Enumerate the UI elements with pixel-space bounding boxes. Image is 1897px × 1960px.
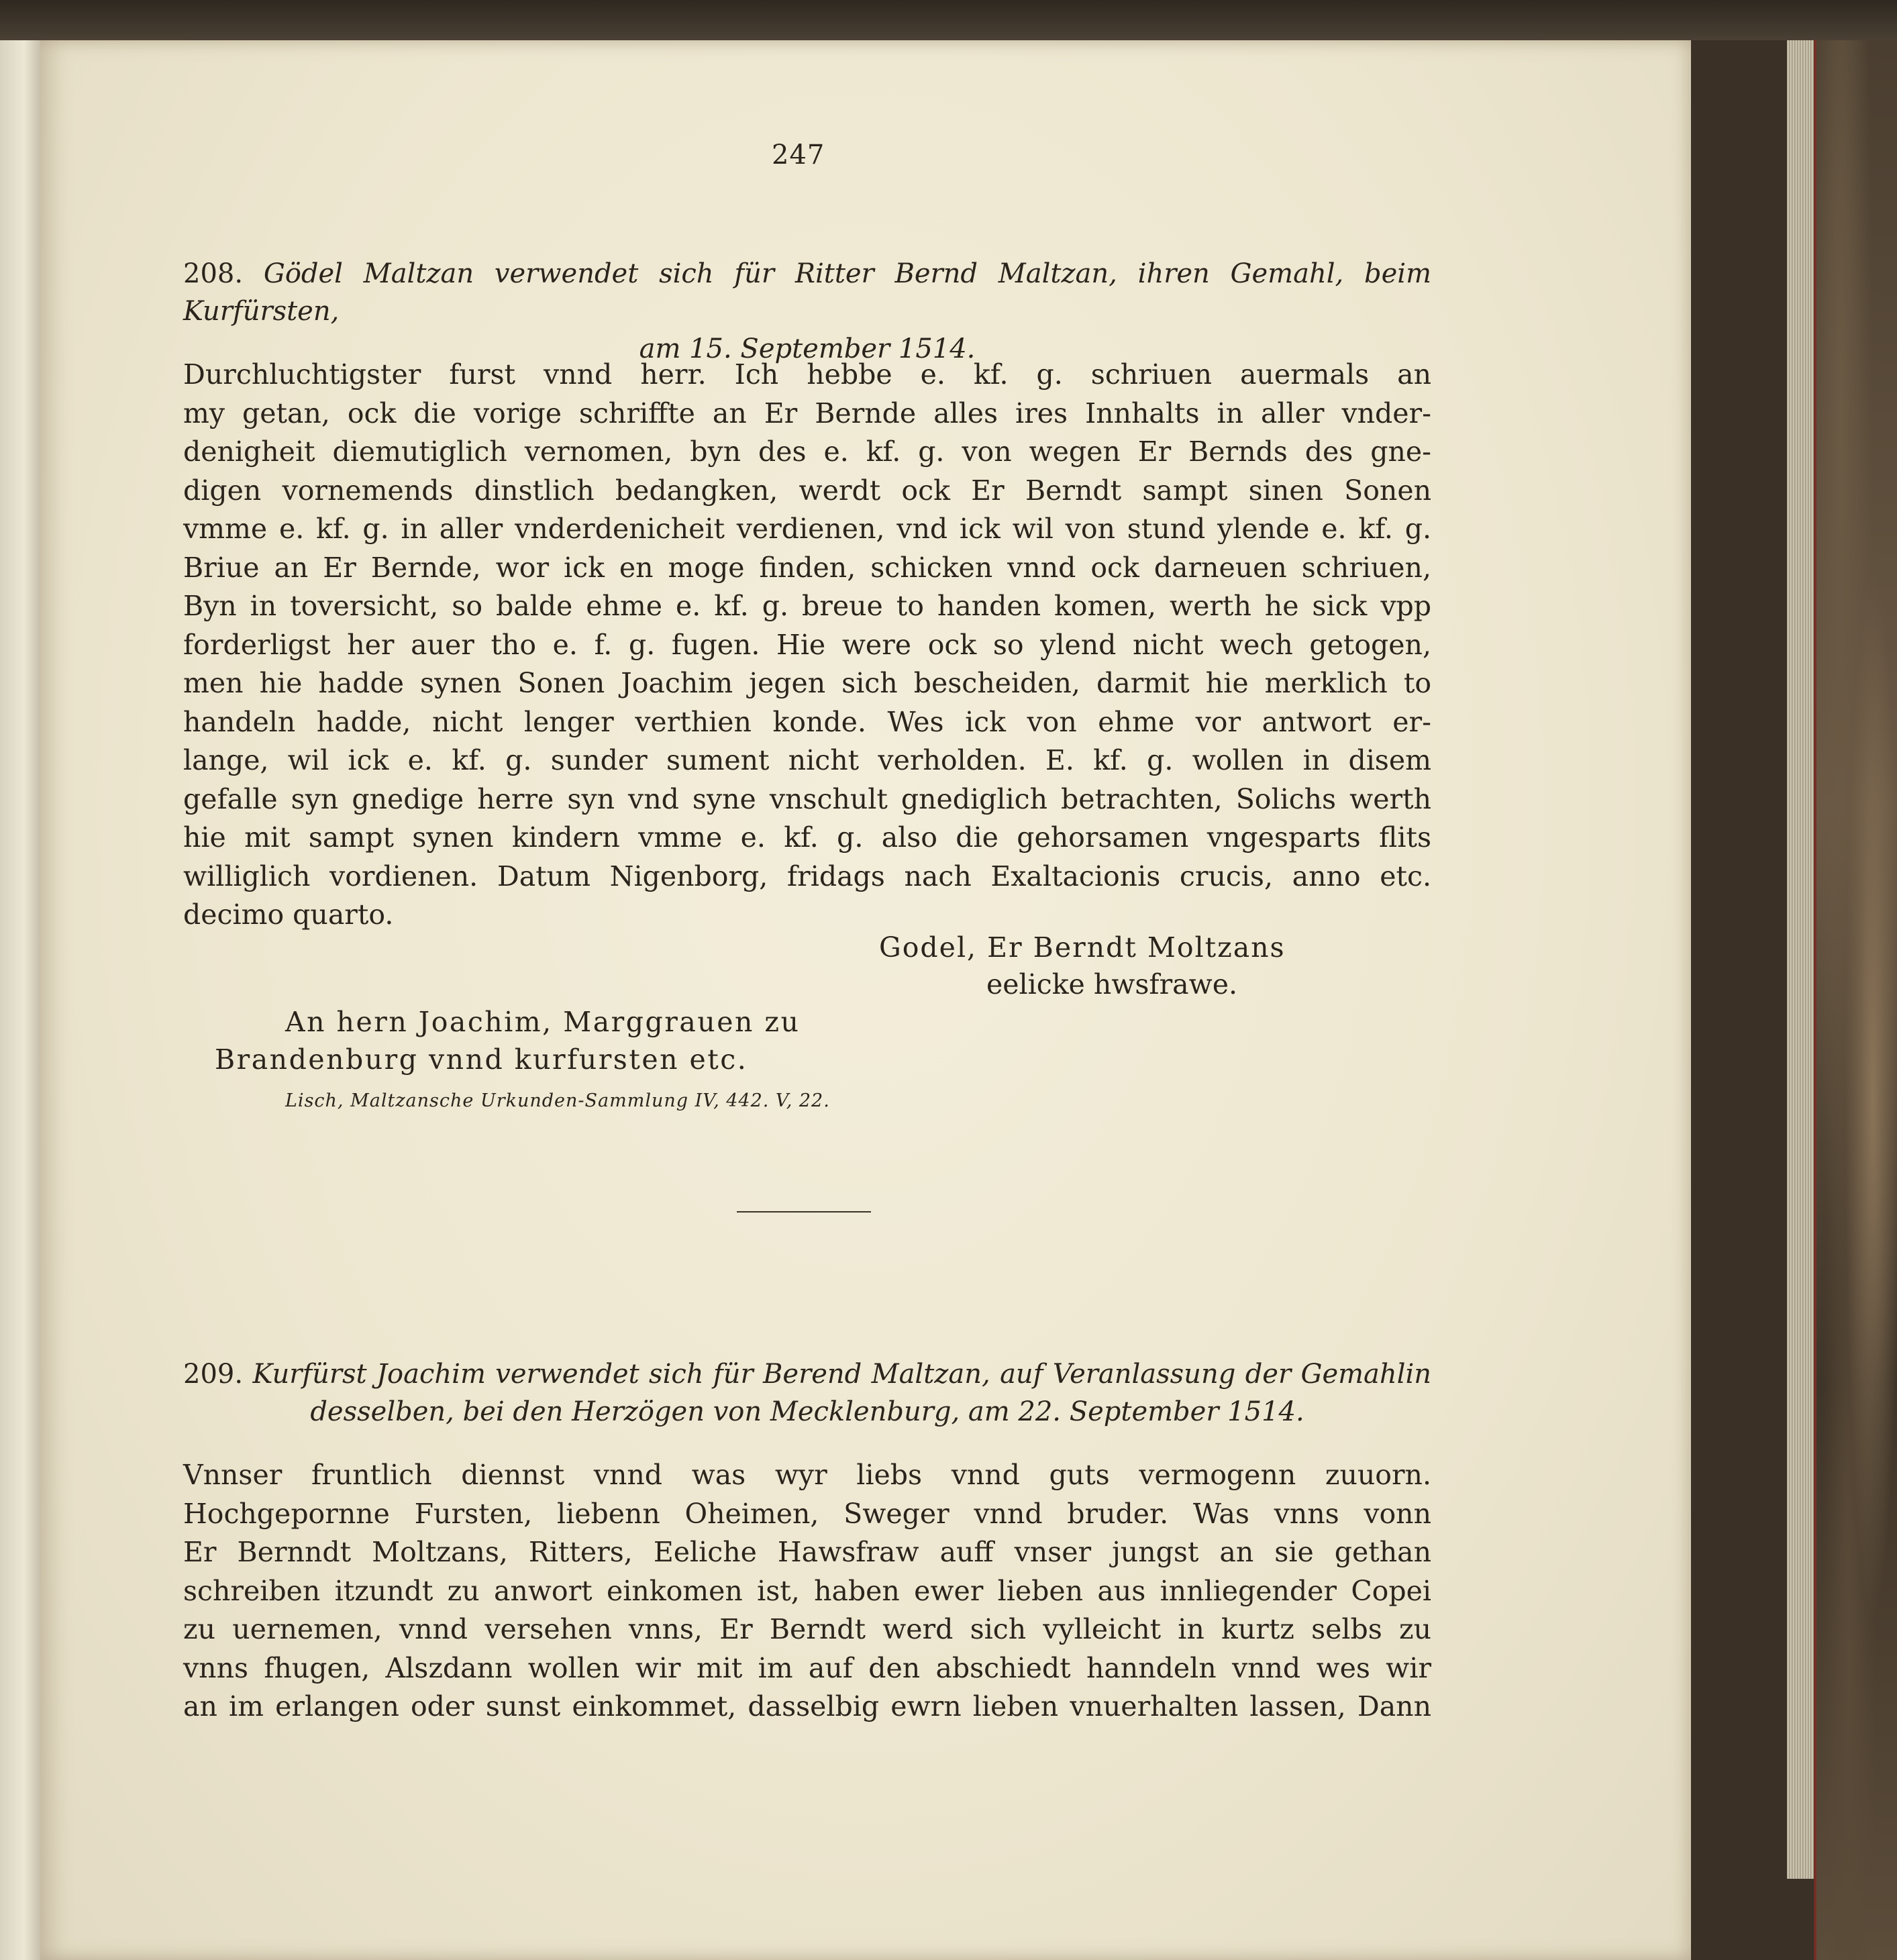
body-line: Durchluchtigster furst vnnd herr. Ich hebbe e. kf. g. schriuen auermals an: [183, 358, 1431, 391]
body-line: Vnnser fruntlich diennst vnnd was wyr liebs vnnd guts vermogenn zuuorn.: [183, 1459, 1431, 1491]
doc-209-heading-line2: desselben, bei den Herzögen von Mecklenburg, am 22. September 1514.: [310, 1396, 1304, 1427]
doc-208-number: 208.: [183, 258, 244, 289]
section-divider: [737, 1211, 871, 1213]
body-line: my getan, ock die vorige schriffte an Er Bernde alles ires Innhalts in aller vnder-: [183, 397, 1431, 429]
body-line: schreiben itzundt zu anwort einkomen ist, haben ewer lieben aus innliegender Copei: [183, 1574, 1431, 1607]
body-line: lange, wil ick e. kf. g. sunder sument nicht verholden. E. kf. g. wollen in disem: [183, 744, 1431, 776]
address-line1: An hern Joachim, Marggrauen zu: [285, 1006, 801, 1038]
body-line: Hochgepornne Fursten, liebenn Oheimen, Sweger vnnd bruder. Was vnns vonn: [183, 1497, 1431, 1530]
scan-top-band: [0, 0, 1897, 40]
body-line: Briue an Er Bernde, wor ick en moge finden, schicken vnnd ock darneuen schriuen,: [183, 551, 1431, 584]
body-line: forderligst her auer tho e. f. g. fugen. Hie were ock so ylend nicht wech getogen,: [183, 628, 1431, 661]
doc-208-source: Lisch, Maltzansche Urkunden-Sammlung IV, 442. V, 22.: [285, 1090, 830, 1111]
doc-208-address: [215, 1003, 872, 1078]
doc-209-body: [183, 1456, 1431, 1726]
doc-208-heading: [183, 255, 1431, 368]
page-number: 247: [772, 140, 825, 170]
body-line: decimo quarto.: [183, 898, 394, 931]
body-line: vmme e. kf. g. in aller vnderdenicheit verdienen, vnd ick wil von stund ylende e. kf. g.: [183, 513, 1431, 545]
doc-209-heading: [183, 1355, 1431, 1431]
body-line: denigheit diemutiglich vernomen, byn des e. kf. g. von wegen Er Bernds des gne-: [183, 435, 1431, 468]
body-line: handeln hadde, nicht lenger verthien konde. Wes ick von ehme vor antwort er-: [183, 705, 1431, 738]
doc-208-signature: [879, 929, 1349, 1003]
doc-208-body: [183, 356, 1431, 935]
signature-line1: Godel, Er Berndt Moltzans: [879, 931, 1286, 964]
body-line: digen vornemends dinstlich bedangken, werdt ock Er Berndt sampt sinen Sonen: [183, 474, 1431, 507]
left-page-edge: [0, 40, 40, 1960]
signature-line2: eelicke hwsfrawe.: [986, 968, 1238, 1000]
marbled-cover: [1816, 40, 1897, 1960]
body-line: Byn in toversicht, so balde ehme e. kf. g. breue to handen komen, werth he sick vpp: [183, 590, 1431, 622]
body-line: zu uernemen, vnnd versehen vnns, Er Berndt werd sich vylleicht in kurtz selbs zu: [183, 1613, 1431, 1645]
address-line2: Brandenburg vnnd kurfursten etc.: [215, 1043, 748, 1076]
doc-209-number: 209.: [183, 1359, 244, 1390]
doc-209-heading-line1: Kurfürst Joachim verwendet sich für Berend Maltzan, auf Veranlassung der Gemahlin: [252, 1359, 1431, 1390]
body-line: hie mit sampt synen kindern vmme e. kf. g. also die gehorsamen vngesparts flits: [183, 821, 1431, 854]
doc-208-heading-line2: am 15. September 1514.: [639, 333, 976, 364]
body-line: an im erlangen oder sunst einkommet, dasselbig ewrn lieben vnuerhalten lassen, Dann: [183, 1690, 1431, 1722]
body-line: Er Bernndt Moltzans, Ritters, Eeliche Hawsfraw auff vnser jungst an sie gethan: [183, 1536, 1431, 1568]
body-line: men hie hadde synen Sonen Joachim jegen sich bescheiden, darmit hie merklich to: [183, 667, 1431, 699]
body-line: gefalle syn gnedige herre syn vnd syne vnschult gnediglich betrachten, Solichs werth: [183, 782, 1431, 815]
body-line: vnns fhugen, Alszdann wollen wir mit im auf den abschiedt hanndeln vnnd wes wir: [183, 1651, 1431, 1684]
page-stack-edge: [1787, 40, 1814, 1879]
body-line: williglich vordienen. Datum Nigenborg, fridags nach Exaltacionis crucis, anno etc.: [183, 860, 1431, 892]
doc-208-heading-line1: Gödel Maltzan verwendet sich für Ritter Bernd Maltzan, ihren Gemahl, beim Kurfürsten,: [183, 258, 1432, 327]
